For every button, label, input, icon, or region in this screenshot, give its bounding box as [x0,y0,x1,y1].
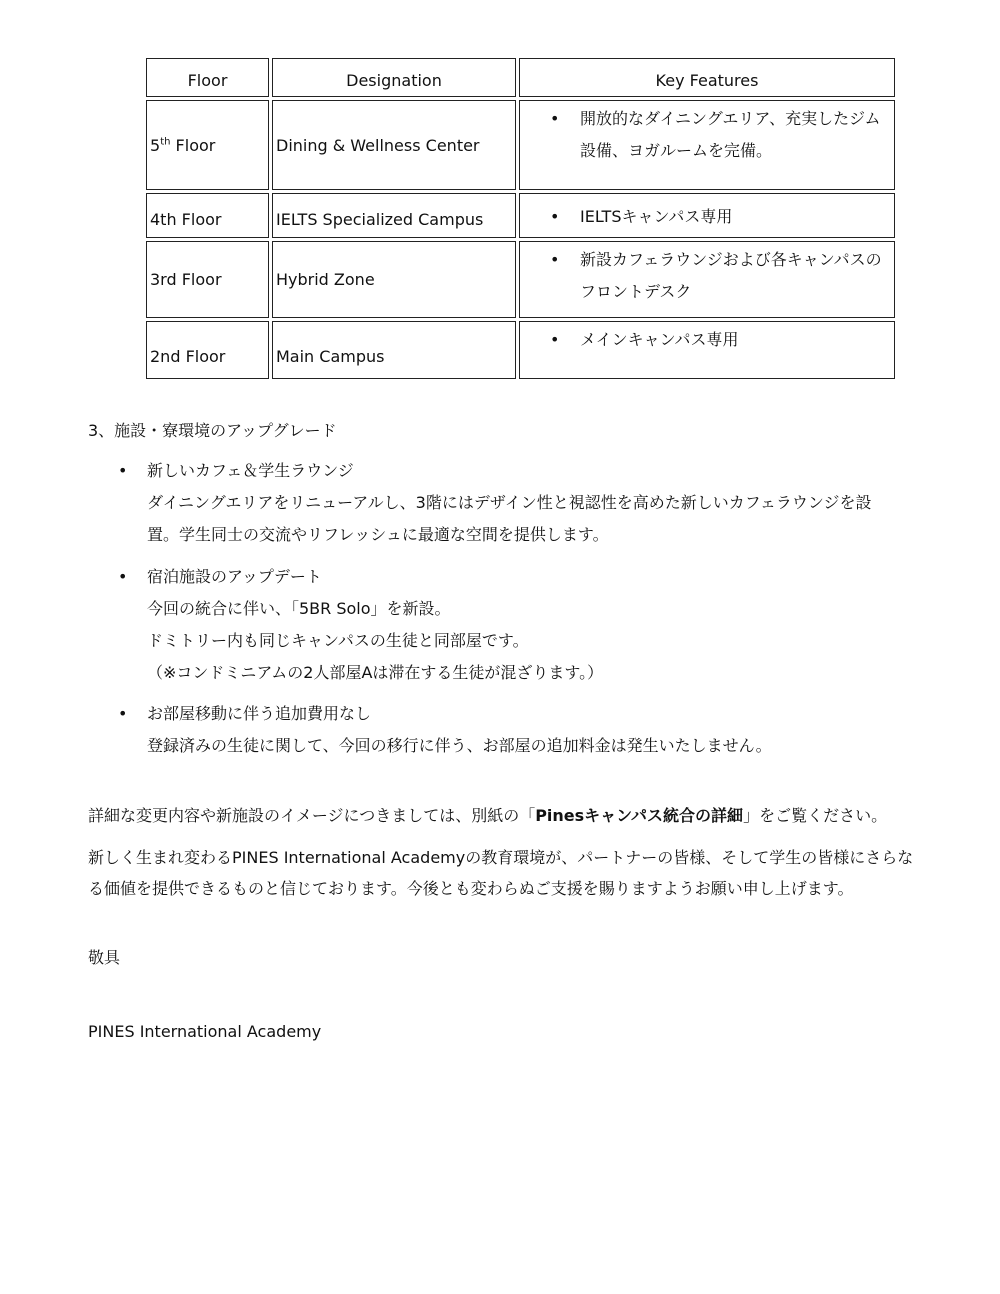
detail-bold-title: Pinesキャンパス統合の詳細 [535,806,744,825]
floor-table [143,55,898,382]
features-cell [519,321,895,379]
features-cell [519,241,895,318]
table-header-row [146,58,895,97]
item-line: ドミトリー内も同じキャンパスの生徒と同部屋です。 [147,631,529,650]
list-item: • 新設カフェラウンジおよび各キャンパスの フロントデスク [520,242,891,308]
table-row [146,100,895,190]
features-cell [519,193,895,238]
item-title: お部屋移動に伴う追加費用なし [147,704,372,723]
item-line: 登録済みの生徒に関して、今回の移行に伴う、お部屋の追加料金は発生いたしません。 [147,736,772,755]
header-designation: Designation [272,58,516,97]
item-title: 新しいカフェ＆学生ラウンジ [147,461,354,480]
item-line: 今回の統合に伴い、「5BR Solo」を新設。 [147,599,451,618]
table-row [146,321,895,379]
detail-paragraph: 詳細な変更内容や新施設のイメージにつきましては、別紙の「Pinesキャンパス統合の詳細」をご覧ください。 [88,806,888,825]
list-item: • IELTSキャンパス専用 [520,199,891,233]
floor-cell: 3rd Floor [146,241,269,318]
table-row [146,241,895,318]
floor-cell: 4th Floor [146,193,269,238]
item-line: ダイニングエリアをリニューアルし、3階にはデザイン性と視認性を高めた新しいカフェラウンジを設 [147,493,872,512]
header-floor: Floor [146,58,269,97]
bullet-icon: • [118,461,128,480]
section-heading: 3、施設・寮環境のアップグレード [88,421,337,440]
designation-cell: Hybrid Zone [272,241,516,318]
item-line: 置。学生同士の交流やリフレッシュに最適な空間を提供します。 [147,525,609,544]
list-item: • メインキャンパス専用 [520,322,891,356]
designation-cell: Dining & Wellness Center [272,100,516,190]
sign-off: 敬具 [88,948,121,967]
designation-cell: IELTS Specialized Campus [272,193,516,238]
item-title: 宿泊施設のアップデート [147,567,322,586]
list-item [118,455,937,551]
features-cell [519,100,895,190]
item-line: （※コンドミニアムの2人部屋Aは滞在する生徒が混ざります。） [147,663,604,682]
list-item [118,561,937,689]
table-row [146,193,895,238]
message-paragraph: 新しく生まれ変わるPINES International Academyの教育環境が、パートナーの皆様、そして学生の皆様にさらな る価値を提供できるものと信じております。今後とも変わらぬご支援を賜りますようお願い申し上げます。 [88,848,914,898]
floor-cell: 2nd Floor [146,321,269,379]
floor-cell: 5th Floor [146,100,269,190]
list-item: • 開放的なダイニングエリア、充実したジム 設備、ヨガルームを完備。 [520,101,891,167]
designation-cell: Main Campus [272,321,516,379]
header-key-features: Key Features [519,58,895,97]
bullet-icon: • [118,704,128,723]
bullet-icon: • [118,567,128,586]
list-item [118,698,937,762]
sender-name: PINES International Academy [88,1022,322,1041]
